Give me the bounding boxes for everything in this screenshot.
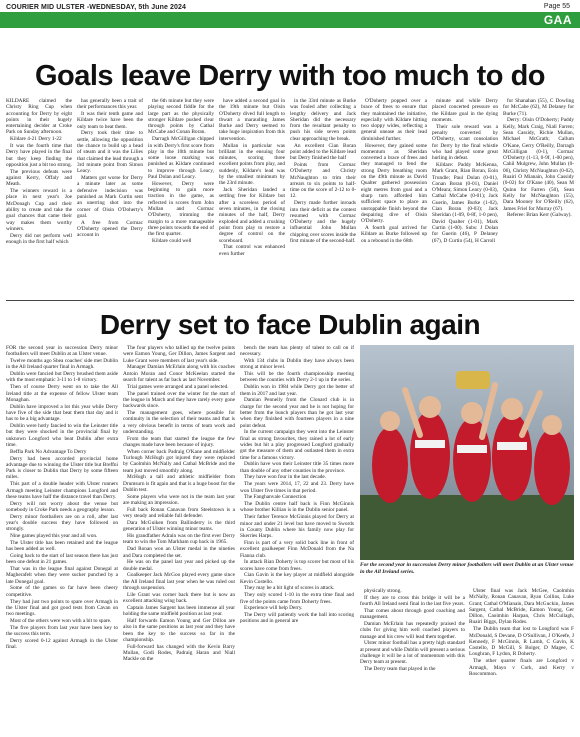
paragraph: physically strong. (364, 588, 402, 594)
paragraph: When corner back Padraig O'Kane and midfielder Turlough McHugh got injured they were replaced by Caolmhin McNally and Cathal McBride and the team just moved smoothly along. (123, 448, 235, 474)
paragraph: The Ulster title has been retained and the league has been added as well. (6, 539, 118, 553)
paragraph: The winners reward is a place in next year's Joe McDonagh Cup and their ability to create and take the goal chances that came their way makes them worthy winners. (6, 188, 72, 232)
paragraph: However, they gained some momentum as Sheridan converted a brace of frees and they managed to fend the strong Derry breathing room on the 49th minute as David Qualter gathered possession eight metres from goal and a sharp turn afforded him sufficient space to place an unstoppable finish beyond the despairing dive of Oisin O'Doherty. (361, 142, 427, 225)
paragraph: have added a second goal in the 19th minute but Oisin O'Doherty dived full length to thwart a marauding James Burke and Derry seemed to take huge inspiration from this intervention. (219, 98, 285, 142)
paragraph: Manager Damian McErlain along with his coaches Antoin Moran and Conor McKeelan started the search for talent as far back as last November. (123, 364, 235, 383)
paragraph: Derry had been accorded provincial home advantage due to winning the Ulster title but Breffni Park is closer to Dublin that Derry by some fifteen miles. (6, 455, 118, 481)
paragraph: Their father Terence McGinnis played for Derry at minor and under 21 level but have moved to Swords in County Dublin where his family now play for Skerries Harps. (240, 514, 354, 540)
paragraph: They may be a bit light of scores in attack. (244, 585, 335, 592)
paragraph: Derry did not perform well enough in the first half which (6, 232, 72, 246)
photo-caption: For the second year in succession Derry minor footballers will meet Dublin at an Ulster venue in the All Ireland series. (360, 562, 574, 575)
paragraph: The Derry team that played in the (364, 666, 436, 673)
article-divider (6, 300, 574, 301)
paragraph: He was on the panel last year and picked up the double medal. (123, 559, 235, 572)
story2-column-1 (6, 345, 118, 733)
paragraph: Going back to the start of last season there has just been one defeat in 21 games. (6, 553, 118, 566)
story1-column-7 (432, 98, 498, 298)
paragraph: An excellent Cian Boran point added to the Kildare lead but Derry finished the half (290, 142, 356, 162)
paragraph: Twelve months ago Shea coaches' side met Dublin in the All Ireland quarter final in Armagh. (6, 358, 118, 371)
paragraph: Cian Gavin is the key player at midfield alongside Kevin Costello. (240, 572, 354, 585)
paragraph: Kildare 4-21 Derry 1-22 (10, 136, 62, 143)
paragraph: Their sole reward was a penalty converted by O'Doherty, scant consolation for Derry by the final whistle who had played some great hurling in defeat. (432, 123, 498, 162)
story1-column-8 (503, 98, 574, 298)
paragraph: The other quarter finals are Longford v Armagh, Mayo v Cork, and Kerry v Roscommon. (469, 658, 574, 677)
paragraph: Dublin were fancied but Derry brushed them aside with the most emphatic 3-11 to 1-8 victory. (6, 371, 118, 384)
paragraph: Full back Ronan Canavan from Steelstown is a very steady and reliable full defender. (123, 506, 235, 520)
paragraph: Goalkeeper Jack McGoo played every game since the All Ireland final last year when he was ruled out through suspension. (123, 572, 235, 591)
paragraph: Beffla Park No Advantage To Derry (10, 448, 87, 455)
paragraph: Derry made further inroads into their deficit as the contest resumed with Cormac O'Doherty and the hugely influential John Mullan chipping over scores inside the first minute of the second-half. (290, 200, 356, 245)
paragraph: Nine games played this year and all won. (10, 533, 98, 540)
paragraph: However, Derry were beginning to gain more traction in the game, as reflected in scores from John Mullan and Cormac O'Doherty, trimming the margin to a more manageable three points towards the end of the first quarter. (148, 180, 214, 238)
paragraph: They have won four in the last decade. (244, 474, 327, 481)
paragraph: has generally been a trait of their performances this year. (77, 98, 143, 111)
paragraph: Referee: Brian Kerr (Galway). (507, 212, 572, 219)
paragraph: Derry will not worry about the venue but somebody in Croke Park needs a geography lesson. (6, 500, 118, 513)
paragraph: A free from Cormac O'Doherty opened the Derry account in (77, 219, 143, 239)
paragraph: Trial games were arranged and a panel selected. (127, 383, 229, 390)
paragraph: Dad Ronan won an Ulster medal in the nineties and Dara completed the set. (123, 546, 235, 559)
paragraph: FOR the second year in succession Derry minor footballers will meet Dublin at an Ulster venue. (6, 345, 118, 358)
paragraph: Then of course Derry went on to take the All Ireland title at the expense of fellow Ulster team Monaghan. (6, 384, 118, 403)
paragraph: Dublin won in 1984 while Derry got the better of them in 2017 and last year. (240, 384, 354, 397)
paragraph: Derry minor footballers are on a roll, after last year's double success they have followed on strongly. (6, 513, 118, 533)
paragraph: It was the fourth time that Derry have played in the final but they keep finding the opposition just a bit too strong. (6, 143, 72, 168)
page-number: Page 55 (543, 3, 570, 10)
paragraph: In attack Rian Doherty is top scorer but most of his scores have come from frees. (240, 559, 354, 572)
paragraph: In the current campaign they went into the Leinster final as strong favourites, they rained a lot of early wides but hit a play progressed Longford gradually got the measure of them and outlasted them in extra time for a famous victory. (240, 429, 354, 461)
paragraph: Kildare could well (152, 238, 192, 245)
story1-column-5 (290, 98, 356, 298)
paragraph: That control was enhanced even further (219, 244, 285, 257)
paragraph: His grandfather Adrain was on the first ever Derry team to win the Tom Markham cup back in 1965. (123, 533, 235, 546)
paragraph: for Shanahan (55), C Dowling for McCabe (62), M Delaney for Burke (71). (503, 98, 574, 117)
paragraph: Ulster final was Jack McGee, Caolmhin McNally, Ronan Canavan, Ryan Collins, Luke Grant; Cathal O'Mianain, Dara McGuckin, James Sargent, Cathal McBride, Eamon Young, Ger Dillon, Caoimhin Harpan, Chris McCullagh, Ruairi Biggs, Dylan Rodes. (469, 588, 574, 626)
paragraph: Points from Cormac O'Doherty and Christy McNaughton to trim their arrears to six points to half-time on the score of 2-12 to 0-12. (290, 161, 356, 200)
paragraph: If they are to cross this bridge it will be a fourth All Ireland semi final in the last five years. (360, 594, 465, 608)
publication-date: COURIER MID ULSTER -WEDNESDAY, 5th June 2024 (6, 4, 186, 11)
photo-image (360, 345, 574, 560)
story2-column-3 (240, 345, 354, 733)
paragraph: Matters got worse for Derry a minute later as some defensive indecision was punished as Mark Curtin sent an unerring shot into the corner of Oisin O'Doherty's goal. (77, 175, 143, 219)
paragraph: the 6th minute but they were playing second fiddle for the large part as the physically stronger Kildare pushed clear through points by Cathal McCabe and Conan Boran. (148, 98, 214, 136)
paragraph: That comes about through good coaching and management. (360, 607, 465, 621)
paragraph: KILDARE claimed the Christy Ring Cup when accounting for Derry by eight points in their hugely entertaining decider at Croke Park on Sunday afternoon. (6, 98, 72, 136)
paragraph: Some of the games so far have been cheery competitive. (6, 585, 118, 598)
paragraph: The four players who tallied up the twelve points were Eamon Young, Ger Dillon, James Sargent and Luke Grant were members of last year's side. (123, 345, 235, 364)
paragraph: Lile Grant was corner back there but is now an excellent attacking wing back. (123, 591, 235, 605)
story1-column-2 (77, 98, 143, 298)
paragraph: Ulster minor football has a pretty high standard at present and while Dublin will present a serious challenge it will be a lot of momentum with this Derry team at present. (360, 640, 465, 666)
paragraph: With 134 clubs in Dublin they have always been strong at minor level. (240, 358, 354, 371)
paragraph: The management goes, where possible for continuity in the selection of their teams and that is a very obvious benefit in terms of team work and understanding. (123, 409, 235, 435)
story1-column-3 (148, 98, 214, 298)
paragraph: The previous defeats were against Kerry, Offaly and Meath. (6, 168, 72, 188)
paragraph: Mullan in particular was brilliant in the ensuing four minutes, scoring three excellent points from play, and suddenly, Kildare's lead was by the smallest minimum by the 23rd minute. (219, 142, 285, 187)
paragraph: The Derry will patiently work the ball into scoring positions and in general are (240, 612, 354, 625)
paragraph: Darragh McGilligan chipped in with Derry's first score from play in the 10th minute but some loose marking was punished as Kildare continued to improve through Leacy, Paul Dolan and Leacy. (148, 136, 214, 181)
story1-column-6 (361, 98, 427, 298)
paragraph: Dara McGuiken from Ballinderry is the third generation of Ulster winning minor teams. (123, 520, 235, 533)
paragraph: McHugh a tall and athletic midfielder from Drumsurn is fit again and that is a huge boost for the Dublin test. (123, 474, 235, 494)
paragraph: minute and while Derry placed concerted pressure on the Kildare goal in the dying moments. (432, 98, 498, 123)
paragraph: in the 33rd minute as Burke was fouled after collecting a lengthy delivery and Jack Sheridan did the necessary from the resultant penalty to push his side seven points clear approaching the break. (290, 98, 356, 142)
paragraph: Derry: Oisin O'Doherty; Paddy Kelly, Mark Craig, Niall Farren; Sean Cassidy, Richie Mullan, Michael McGrath; Callum O'Kane, Gerry O'Reilly, Darragh McGilligan (0-1), Cormac O'Doherty (1-13, 0-9f, 1-00 pen), Cahil Mulgrew, John Mullan (0-06), Christy McNaughton (0-02), Ruairi O Mianain, John Cassidy (0-02) for O'Kane (40), Sean M Quinn for Farren (50), Sean Kelly for McNaughton (55), Dara Mooney for O'Reilly (62), James Friel for Murray (67). (503, 117, 574, 212)
story2-column-5 (469, 588, 574, 733)
paragraph: This will be the fourth championship meeting between the counties with Derry 2-1 up in the series. (240, 371, 354, 384)
paragraph: Damian Pennelly from the Clonard club is in charge for the second year and he is not hoping for better from the bunch players than he got last year when they finished with fourteen players in a nine point defeat. (240, 397, 354, 429)
paragraph: Damian McErlain has repeatedly praised the clubs for giving him well coached players to manage and his crew will lead them together. (360, 620, 465, 640)
paragraph: Experience will help Derry. (244, 605, 303, 612)
paragraph: The Dublin team that lost to Longford was F McDonald, S Devane, D O'Sullivan, J O'Keefe, J Kennedy, F McGinnis, R Lamb, C Gavin, K Costello, D McGill, S Bolger, D Magee, C Loughran, F Lydon, R Doherty. (469, 626, 574, 658)
paragraph: Captain James Sargent has been immense all year holding the same midfield position as last year. (123, 604, 235, 618)
section-label: GAA (543, 13, 572, 27)
story2-column-4 (360, 588, 465, 733)
paragraph: That was in the league final against Donegal at Magherafelt when they were sucker punched by a late Donegal goal. (6, 566, 118, 585)
paragraph: Kildare: Paddy McKenna, Mark Grant, Rian Boran, Eoin Trundle; Paul Dolan (0-01), Conan Boran (0-01), Daniel O'Meara; Simon Leacy (0-03), Cathal McCabe (0-01); Jack Guerin, James Burke (1-02), Cian Boran (0-03); Jack Sheridan (1-09, 0-8f, 1-0 pen), David Qualter (1-01), Mark Curtin (1-00). Subs: J Dolan for Guerin (46), P Delaney (67), D Curtin (54), H Carroll (432, 161, 498, 244)
paragraph: From the team that started the league the few changes made have been because of injury. (123, 435, 235, 448)
paragraph: The years were 2014, 17, 22 and 23. Derry have won Ulster five times in that period. (240, 481, 354, 494)
paragraph: Finn is part of a very solid back line in front of excellent goalkeeper Finn McDonald from the Na Fianna club. (240, 539, 354, 559)
paragraph: The five players from last year have been key to the success this term. (6, 624, 118, 638)
paragraph: Most of the others were won with a bit to spare. (10, 617, 112, 624)
paragraph: Derry scored 0-12 against Armagh in the Ulster final. (6, 637, 118, 651)
team-celebration-photo (360, 345, 574, 560)
section-bar (0, 12, 580, 28)
paragraph: Dublin were hotly fancied to win the Leinster title but they were shocked in the provincial final by unknown Longford who beat Dublin after extra time. (6, 423, 118, 448)
paragraph: Jack Sheridan landed a settling free for Kildare but after a scoreless period of seven minutes, in the closing minutes of the half, Derry exploded and added a crushing point from play to restore a degree of control on the scoreboard. (219, 187, 285, 244)
story2-column-2 (123, 345, 235, 733)
paragraph: They only scored 1-10 in the extra time final and five of the points came from Doherty frees. (240, 592, 354, 605)
paragraph: bench the team has plenty of talent to call on if necessary. (240, 345, 354, 358)
paragraph: Dublin have improved a lot this year while Derry have five of the side that beat them that day and it has to be a big advantage. (6, 403, 118, 423)
paragraph: The panel trained over the winter for the start of the league in March and they have rarely every gone backwards since. (123, 390, 235, 410)
masthead (0, 0, 580, 28)
headline-story2: Derry set to face Dublin again (99, 309, 481, 340)
headline-story1: Goals leave Derry with too much to do (34, 60, 546, 92)
paragraph: Some players who were not in the team last year are making an impression. (123, 493, 235, 507)
paragraph: The Fanghanvale Connection (244, 494, 307, 501)
paragraph: Full-forward has changed with the Kevin Barry Mullan, Godi Rodes, Padraig Haran and Niall Mackle on the (123, 643, 235, 663)
paragraph: Dublin have won their Leinster title 35 times more than double of any other counties in the province. (240, 461, 354, 474)
paragraph: A fourth goal arrived for Kildare as Burke followed up on a rebound in the 68th (361, 224, 427, 244)
paragraph: It was their tenth game and Kildare twice have been the only team to beat them. (77, 111, 143, 130)
story1-column-4 (219, 98, 285, 298)
paragraph: O'Doherty popped over a brace of frees to ensure that they maintained the initiative, especially with Kildare hitting two sloppy wides, reflecting a general unease as their lead diminished further. (361, 98, 427, 142)
story1-column-1 (6, 98, 72, 298)
paragraph: Derry took their time to settle, allowing the opposition the chance to build up a head of steam and it was the Lilies that claimed the lead through a 3rd minute point from Simon Leacy. (77, 130, 143, 175)
paragraph: This part of a double header with Ulster runners Armagh meeting Leinster champions Longford and these teams have half the distance travel than Derry. (6, 481, 118, 500)
paragraph: Half forwards Eamon Young and Ger Dillon are also in the same positions as last year and they have been the key to the success so far in the championship. (123, 617, 235, 643)
paragraph: The Dublin centre half back is Finn McGinnis whose brother Killian is in the Dublin senior panel. (240, 501, 354, 514)
paragraph: They had just two points to spare over Armagh in the Ulster final and got good tests from Cavan on two meetings. (6, 598, 118, 618)
